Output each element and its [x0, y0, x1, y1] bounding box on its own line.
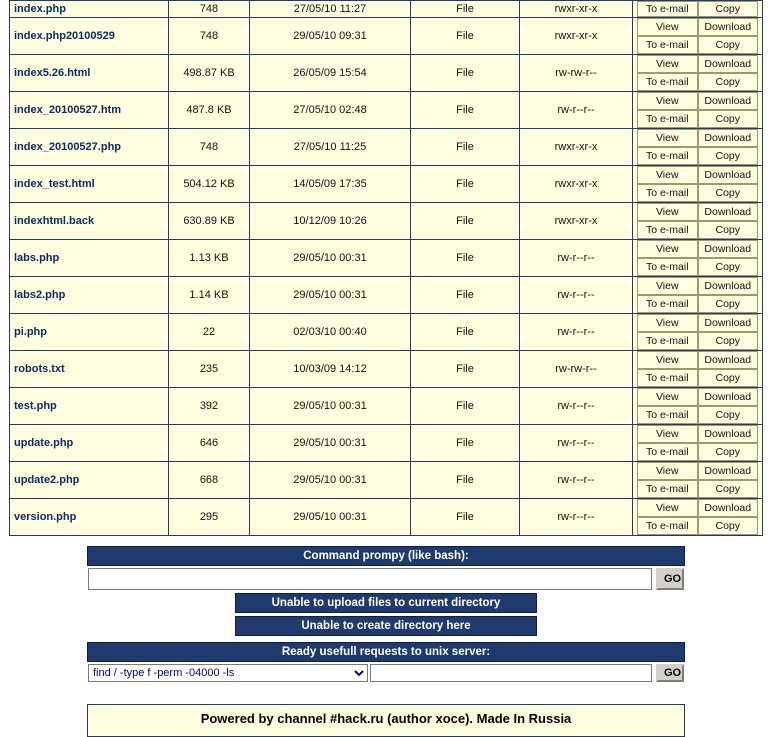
file-permissions: rwxr-xr-x — [520, 166, 633, 203]
file-actions-cell — [633, 166, 763, 203]
file-permissions: rw-rw-r-- — [520, 351, 633, 388]
file-type: File — [411, 277, 520, 314]
file-type: File — [411, 499, 520, 536]
file-name-link[interactable]: index_test.html — [10, 166, 169, 203]
file-permissions: rw-r--r-- — [520, 92, 633, 129]
file-type: File — [411, 388, 520, 425]
email-button[interactable]: To e-mail — [637, 1, 698, 17]
view-button[interactable]: View — [637, 425, 698, 443]
file-type: File — [411, 18, 520, 55]
file-size: 22 — [169, 314, 250, 351]
footer-credit: Powered by channel #hack.ru (author xoce). Made In Russia — [87, 704, 685, 737]
file-type: File — [411, 1, 520, 18]
file-size: 487.8 KB — [169, 92, 250, 129]
file-actions-cell — [633, 462, 763, 499]
upload-notice: Unable to upload files to current directory — [235, 593, 537, 613]
table-row — [10, 92, 763, 129]
download-button[interactable]: Download — [698, 314, 759, 332]
copy-button[interactable]: Copy — [698, 258, 759, 276]
file-date: 27/05/10 11:25 — [250, 129, 411, 166]
table-row — [10, 277, 763, 314]
file-permissions: rwxr-xr-x — [520, 129, 633, 166]
requests-title: Ready usefull requests to unix server: — [87, 642, 685, 662]
file-permissions: rw-r--r-- — [520, 462, 633, 499]
file-date: 26/05/09 15:54 — [250, 55, 411, 92]
file-actions-cell — [633, 129, 763, 166]
file-date: 27/05/10 02:48 — [250, 92, 411, 129]
email-button[interactable]: To e-mail — [637, 443, 698, 461]
view-button[interactable]: View — [637, 55, 698, 73]
file-size: 668 — [169, 462, 250, 499]
mkdir-notice: Unable to create directory here — [235, 616, 537, 636]
file-date: 29/05/10 00:31 — [250, 240, 411, 277]
file-date: 29/05/10 00:31 — [250, 277, 411, 314]
file-type: File — [411, 314, 520, 351]
file-date: 29/05/10 00:31 — [250, 462, 411, 499]
file-name-link[interactable]: index.php20100529 — [10, 18, 169, 55]
download-button[interactable]: Download — [698, 499, 759, 517]
email-button[interactable]: To e-mail — [637, 480, 698, 498]
view-button[interactable]: View — [637, 462, 698, 480]
file-size: 295 — [169, 499, 250, 536]
download-button[interactable]: Download — [698, 462, 759, 480]
file-permissions: rw-r--r-- — [520, 277, 633, 314]
table-row — [10, 388, 763, 425]
email-button[interactable]: To e-mail — [637, 110, 698, 128]
file-type: File — [411, 166, 520, 203]
file-name-link[interactable]: update2.php — [10, 462, 169, 499]
email-button[interactable]: To e-mail — [637, 406, 698, 424]
view-button[interactable]: View — [637, 166, 698, 184]
requests-row — [88, 664, 684, 682]
file-actions-cell — [633, 1, 763, 18]
file-name-link[interactable]: robots.txt — [10, 351, 169, 388]
file-size: 1.13 KB — [169, 240, 250, 277]
view-button[interactable]: View — [637, 203, 698, 221]
copy-button[interactable]: Copy — [698, 36, 759, 54]
file-actions-cell — [633, 388, 763, 425]
file-date: 29/05/10 00:31 — [250, 425, 411, 462]
copy-button[interactable]: Copy — [698, 517, 759, 535]
file-permissions: rwxr-xr-x — [520, 18, 633, 55]
file-name-link[interactable]: index_20100527.htm — [10, 92, 169, 129]
file-type: File — [411, 129, 520, 166]
copy-button[interactable]: Copy — [698, 221, 759, 239]
table-row — [10, 55, 763, 92]
file-name-link[interactable]: index.php — [10, 1, 169, 18]
email-button[interactable]: To e-mail — [637, 36, 698, 54]
table-row — [10, 129, 763, 166]
file-type: File — [411, 462, 520, 499]
file-type: File — [411, 203, 520, 240]
command-prompt-row — [88, 568, 684, 590]
file-type: File — [411, 425, 520, 462]
file-permissions: rw-r--r-- — [520, 499, 633, 536]
view-button[interactable]: View — [637, 351, 698, 369]
download-button[interactable]: Download — [698, 277, 759, 295]
file-type: File — [411, 55, 520, 92]
email-button[interactable]: To e-mail — [637, 147, 698, 165]
file-size: 630.89 KB — [169, 203, 250, 240]
view-button[interactable]: View — [637, 129, 698, 147]
file-size: 748 — [169, 18, 250, 55]
file-size: 498.87 KB — [169, 55, 250, 92]
file-actions-cell — [633, 18, 763, 55]
requests-select[interactable] — [88, 664, 368, 682]
requests-go-button[interactable]: GO — [656, 664, 684, 682]
file-date: 29/05/10 00:31 — [250, 499, 411, 536]
command-input[interactable] — [88, 568, 652, 590]
file-name-link[interactable]: labs2.php — [10, 277, 169, 314]
file-actions-cell — [633, 314, 763, 351]
file-table-body — [10, 1, 763, 536]
download-button[interactable]: Download — [698, 18, 759, 36]
table-row — [10, 425, 763, 462]
file-type: File — [411, 351, 520, 388]
file-actions-cell — [633, 499, 763, 536]
file-type: File — [411, 92, 520, 129]
view-button[interactable]: View — [637, 277, 698, 295]
file-actions-cell — [633, 240, 763, 277]
copy-button[interactable]: Copy — [698, 295, 759, 313]
file-actions-cell — [633, 351, 763, 388]
table-row — [10, 166, 763, 203]
file-date: 10/03/09 14:12 — [250, 351, 411, 388]
requests-output-field[interactable] — [370, 664, 652, 682]
command-go-button[interactable]: GO — [656, 568, 684, 590]
view-button[interactable]: View — [637, 388, 698, 406]
download-button[interactable]: Download — [698, 351, 759, 369]
file-date: 29/05/10 09:31 — [250, 18, 411, 55]
file-name-link[interactable]: index_20100527.php — [10, 129, 169, 166]
copy-button[interactable]: Copy — [698, 369, 759, 387]
download-button[interactable]: Download — [698, 129, 759, 147]
table-row — [10, 462, 763, 499]
file-size: 235 — [169, 351, 250, 388]
file-permissions: rwxr-xr-x — [520, 1, 633, 18]
file-name-link[interactable]: index5.26.html — [10, 55, 169, 92]
download-button[interactable]: Download — [698, 425, 759, 443]
file-size: 748 — [169, 1, 250, 18]
file-date: 02/03/10 00:40 — [250, 314, 411, 351]
email-button[interactable]: To e-mail — [637, 517, 698, 535]
file-date: 14/05/09 17:35 — [250, 166, 411, 203]
file-name-link[interactable]: labs.php — [10, 240, 169, 277]
view-button[interactable]: View — [637, 314, 698, 332]
table-row — [10, 499, 763, 536]
file-size: 504.12 KB — [169, 166, 250, 203]
tools-panel — [0, 546, 772, 737]
view-button[interactable]: View — [637, 18, 698, 36]
file-permissions: rw-r--r-- — [520, 388, 633, 425]
download-button[interactable]: Download — [698, 203, 759, 221]
copy-button[interactable]: Copy — [698, 110, 759, 128]
table-row — [10, 18, 763, 55]
file-permissions: rw-rw-r-- — [520, 55, 633, 92]
table-row — [10, 314, 763, 351]
file-actions-cell — [633, 203, 763, 240]
file-type: File — [411, 240, 520, 277]
file-permissions: rw-r--r-- — [520, 314, 633, 351]
file-permissions: rw-r--r-- — [520, 240, 633, 277]
email-button[interactable]: To e-mail — [637, 369, 698, 387]
view-button[interactable]: View — [637, 499, 698, 517]
view-button[interactable]: View — [637, 92, 698, 110]
download-button[interactable]: Download — [698, 92, 759, 110]
file-size: 748 — [169, 129, 250, 166]
copy-button[interactable]: Copy — [698, 443, 759, 461]
file-date: 10/12/09 10:26 — [250, 203, 411, 240]
download-button[interactable]: Download — [698, 55, 759, 73]
file-actions-cell — [633, 92, 763, 129]
copy-button[interactable]: Copy — [698, 73, 759, 91]
file-date: 29/05/10 00:31 — [250, 388, 411, 425]
copy-button[interactable]: Copy — [698, 406, 759, 424]
table-row — [10, 351, 763, 388]
file-size: 1.14 KB — [169, 277, 250, 314]
file-permissions: rw-r--r-- — [520, 425, 633, 462]
file-permissions: rwxr-xr-x — [520, 203, 633, 240]
email-button[interactable]: To e-mail — [637, 258, 698, 276]
file-name-link[interactable]: update.php — [10, 425, 169, 462]
download-button[interactable]: Download — [698, 388, 759, 406]
file-size: 392 — [169, 388, 250, 425]
email-button[interactable]: To e-mail — [637, 184, 698, 202]
download-button[interactable]: Download — [698, 240, 759, 258]
file-actions-cell — [633, 277, 763, 314]
file-name-link[interactable]: pi.php — [10, 314, 169, 351]
email-button[interactable]: To e-mail — [637, 221, 698, 239]
email-button[interactable]: To e-mail — [637, 73, 698, 91]
copy-button[interactable]: Copy — [698, 184, 759, 202]
file-size: 646 — [169, 425, 250, 462]
view-button[interactable]: View — [637, 240, 698, 258]
copy-button[interactable]: Copy — [698, 480, 759, 498]
file-date: 27/05/10 11:27 — [250, 1, 411, 18]
file-name-link[interactable]: version.php — [10, 499, 169, 536]
command-prompt-title: Command prompy (like bash): — [87, 546, 685, 566]
copy-button[interactable]: Copy — [698, 147, 759, 165]
file-name-link[interactable]: indexhtml.back — [10, 203, 169, 240]
file-actions-cell — [633, 55, 763, 92]
table-row — [10, 203, 763, 240]
copy-button[interactable]: Copy — [698, 332, 759, 350]
file-name-link[interactable]: test.php — [10, 388, 169, 425]
email-button[interactable]: To e-mail — [637, 332, 698, 350]
email-button[interactable]: To e-mail — [637, 295, 698, 313]
table-row — [10, 240, 763, 277]
table-row — [10, 1, 763, 18]
copy-button[interactable]: Copy — [698, 1, 759, 17]
download-button[interactable]: Download — [698, 166, 759, 184]
file-table — [9, 0, 763, 536]
file-actions-cell — [633, 425, 763, 462]
